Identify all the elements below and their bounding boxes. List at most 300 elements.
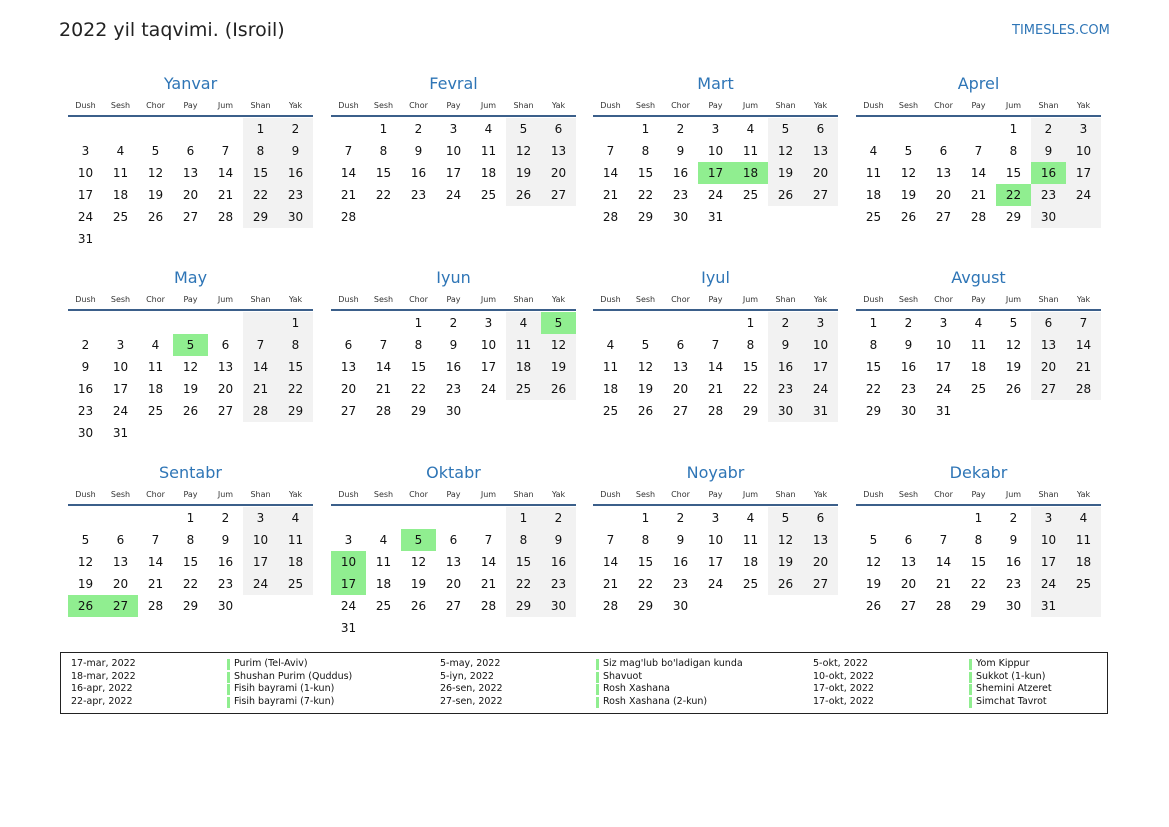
day-cell: 25	[1075, 577, 1092, 591]
legend-date: 27-sen, 2022	[440, 696, 503, 708]
day-cell: 24	[252, 577, 269, 591]
day-cell: 18	[480, 166, 497, 180]
day-cell: 4	[519, 316, 528, 330]
weekday-label: Jum	[1005, 101, 1022, 110]
day-cell: 9	[221, 533, 230, 547]
day-cell: 2	[904, 316, 913, 330]
day-cell: 11	[865, 166, 882, 180]
day-cell: 26	[777, 188, 794, 202]
day-cell: 6	[116, 533, 125, 547]
legend-marker	[227, 684, 230, 695]
weekday-label: Sesh	[635, 490, 656, 499]
day-cell: 12	[637, 360, 654, 374]
weekday-label: Shan	[775, 490, 796, 499]
day-cell: 7	[939, 533, 948, 547]
day-cell: 24	[1040, 577, 1057, 591]
header-rule	[856, 115, 1101, 117]
day-cell: 21	[340, 188, 357, 202]
weekday-label: Jum	[217, 295, 234, 304]
weekday-label: Yak	[551, 101, 566, 110]
day-cell: 10	[812, 338, 829, 352]
day-cell: 30	[550, 599, 567, 613]
day-cell: 29	[865, 404, 882, 418]
day-cell: 29	[515, 599, 532, 613]
day-cell: 19	[1005, 360, 1022, 374]
day-cell: 19	[865, 577, 882, 591]
weekday-label: Yak	[551, 295, 566, 304]
day-cell: 26	[865, 599, 882, 613]
day-cell: 17	[112, 382, 129, 396]
day-cell: 12	[77, 555, 94, 569]
day-cell: 16	[777, 360, 794, 374]
legend-marker	[969, 697, 972, 708]
legend-holiday-name: Siz mag'lub bo'ladigan kunda	[603, 658, 743, 669]
day-cell: 29	[1005, 210, 1022, 224]
day-cell: 13	[112, 555, 129, 569]
weekday-label: Yak	[1076, 101, 1091, 110]
day-cell: 6	[1044, 316, 1053, 330]
day-cell: 10	[77, 166, 94, 180]
weekday-label: Dush	[338, 295, 359, 304]
day-cell: 14	[217, 166, 234, 180]
day-cell: 13	[812, 144, 829, 158]
weekday-label: Dush	[338, 490, 359, 499]
day-cell: 2	[414, 122, 423, 136]
day-cell: 12	[777, 144, 794, 158]
day-cell: 7	[711, 338, 720, 352]
day-cell: 24	[112, 404, 129, 418]
day-cell: 20	[340, 382, 357, 396]
day-cell: 18	[865, 188, 882, 202]
day-cell: 23	[550, 577, 567, 591]
day-cell: 3	[1079, 122, 1088, 136]
day-cell: 6	[449, 533, 458, 547]
weekday-label: Yak	[813, 490, 828, 499]
day-cell: 1	[746, 316, 755, 330]
day-cell: 16	[410, 166, 427, 180]
day-cell: 17	[1040, 555, 1057, 569]
day-cell: 25	[602, 404, 619, 418]
day-cell: 1	[291, 316, 300, 330]
day-cell: 27	[1040, 382, 1057, 396]
header-rule	[331, 115, 576, 117]
weekday-label: Sesh	[110, 101, 131, 110]
header-rule	[68, 115, 313, 117]
day-cell: 25	[515, 382, 532, 396]
day-cell: 21	[375, 382, 392, 396]
day-cell: 13	[445, 555, 462, 569]
weekday-label: Shan	[775, 295, 796, 304]
legend-marker	[227, 697, 230, 708]
day-cell: 31	[77, 232, 94, 246]
weekday-label: Shan	[1038, 490, 1059, 499]
day-cell: 18	[742, 555, 759, 569]
day-cell: 15	[637, 555, 654, 569]
day-cell: 15	[182, 555, 199, 569]
day-cell: 8	[1009, 144, 1018, 158]
day-cell: 27	[935, 210, 952, 224]
day-cell: 17	[935, 360, 952, 374]
day-cell: 3	[939, 316, 948, 330]
day-cell: 17	[480, 360, 497, 374]
day-cell: 24	[445, 188, 462, 202]
weekday-label: Yak	[1076, 490, 1091, 499]
day-cell: 11	[480, 144, 497, 158]
weekday-label: Pay	[971, 490, 986, 499]
weekday-label: Sesh	[898, 295, 919, 304]
weekday-label: Pay	[183, 295, 198, 304]
weekday-label: Chor	[409, 101, 428, 110]
day-cell: 3	[816, 316, 825, 330]
day-cell: 22	[515, 577, 532, 591]
day-cell: 18	[375, 577, 392, 591]
day-cell: 25	[147, 404, 164, 418]
day-cell: 2	[1044, 122, 1053, 136]
day-cell: 2	[81, 338, 90, 352]
day-cell: 19	[410, 577, 427, 591]
day-cell: 10	[112, 360, 129, 374]
weekday-label: Dush	[338, 101, 359, 110]
day-cell: 6	[816, 122, 825, 136]
day-cell: 10	[1075, 144, 1092, 158]
month-title: Sentabr	[159, 463, 222, 482]
day-cell: 16	[217, 555, 234, 569]
header-rule	[856, 309, 1101, 311]
day-cell: 29	[970, 599, 987, 613]
day-cell: 1	[1009, 122, 1018, 136]
legend-holiday-name: Shemini Atzeret	[976, 683, 1052, 695]
day-cell: 4	[869, 144, 878, 158]
day-cell: 24	[1075, 188, 1092, 202]
day-cell: 2	[291, 122, 300, 136]
month-title: Avgust	[951, 268, 1006, 287]
day-cell: 30	[287, 210, 304, 224]
day-cell: 28	[935, 599, 952, 613]
day-cell: 7	[379, 338, 388, 352]
weekday-label: Yak	[288, 295, 303, 304]
day-cell: 13	[900, 555, 917, 569]
day-cell: 2	[676, 122, 685, 136]
day-cell: 22	[742, 382, 759, 396]
weekday-label: Yak	[288, 101, 303, 110]
day-cell: 5	[81, 533, 90, 547]
site-link[interactable]: TIMESLES.COM	[1012, 23, 1110, 38]
weekday-label: Chor	[671, 295, 690, 304]
weekday-label: Yak	[813, 101, 828, 110]
day-cell: 20	[112, 577, 129, 591]
day-cell: 20	[550, 166, 567, 180]
day-cell: 22	[637, 188, 654, 202]
weekday-label: Yak	[288, 490, 303, 499]
day-cell: 26	[550, 382, 567, 396]
month-noyabr	[593, 463, 838, 643]
weekday-label: Pay	[446, 101, 461, 110]
day-cell: 4	[291, 511, 300, 525]
legend-date: 10-okt, 2022	[813, 670, 874, 682]
day-cell: 6	[554, 122, 563, 136]
day-cell: 19	[777, 166, 794, 180]
day-cell: 14	[970, 166, 987, 180]
header-rule	[68, 504, 313, 506]
day-cell: 25	[480, 188, 497, 202]
day-cell: 14	[375, 360, 392, 374]
day-cell: 12	[865, 555, 882, 569]
header-rule	[593, 115, 838, 117]
day-cell: 30	[217, 599, 234, 613]
day-cell: 15	[410, 360, 427, 374]
day-cell: 13	[182, 166, 199, 180]
day-cell: 3	[81, 144, 90, 158]
weekday-label: Pay	[708, 295, 723, 304]
day-cell: 30	[672, 599, 689, 613]
day-cell: 8	[291, 338, 300, 352]
weekday-label: Jum	[1005, 295, 1022, 304]
day-cell: 15	[742, 360, 759, 374]
day-cell: 24	[480, 382, 497, 396]
day-cell: 4	[484, 122, 493, 136]
day-cell: 31	[340, 621, 357, 635]
day-cell: 2	[1009, 511, 1018, 525]
day-cell: 16	[550, 555, 567, 569]
day-cell: 29	[252, 210, 269, 224]
day-cell: 6	[186, 144, 195, 158]
legend-marker	[227, 672, 230, 683]
day-cell: 17	[445, 166, 462, 180]
day-cell: 28	[707, 404, 724, 418]
day-cell: 28	[970, 210, 987, 224]
day-cell: 24	[77, 210, 94, 224]
day-cell: 13	[340, 360, 357, 374]
day-cell: 24	[707, 577, 724, 591]
holiday-cell: 16	[1031, 162, 1066, 184]
day-cell: 26	[777, 577, 794, 591]
day-cell: 10	[252, 533, 269, 547]
day-cell: 29	[287, 404, 304, 418]
day-cell: 17	[812, 360, 829, 374]
legend-holiday-name: Yom Kippur	[976, 658, 1030, 669]
weekday-label: Yak	[813, 295, 828, 304]
weekday-label: Shan	[250, 295, 271, 304]
legend-holiday-name: Purim (Tel-Aviv)	[234, 658, 308, 669]
day-cell: 20	[182, 188, 199, 202]
day-cell: 5	[641, 338, 650, 352]
month-title: Noyabr	[686, 463, 745, 482]
day-cell: 28	[217, 210, 234, 224]
day-cell: 29	[637, 599, 654, 613]
day-cell: 1	[186, 511, 195, 525]
weekday-label: Sesh	[898, 101, 919, 110]
day-cell: 28	[147, 599, 164, 613]
day-cell: 10	[935, 338, 952, 352]
weekday-label: Chor	[409, 490, 428, 499]
day-cell: 21	[935, 577, 952, 591]
day-cell: 1	[641, 122, 650, 136]
holiday-cell: 17	[331, 573, 366, 595]
day-cell: 10	[707, 144, 724, 158]
holiday-cell: 5	[541, 312, 576, 334]
holiday-cell: 5	[401, 529, 436, 551]
weekday-label: Shan	[513, 490, 534, 499]
day-cell: 12	[410, 555, 427, 569]
legend-date: 16-apr, 2022	[71, 683, 133, 695]
day-cell: 25	[970, 382, 987, 396]
day-cell: 23	[1005, 577, 1022, 591]
day-cell: 27	[340, 404, 357, 418]
day-cell: 12	[900, 166, 917, 180]
day-cell: 28	[480, 599, 497, 613]
day-cell: 5	[1009, 316, 1018, 330]
day-cell: 5	[781, 122, 790, 136]
day-cell: 26	[182, 404, 199, 418]
day-cell: 3	[116, 338, 125, 352]
weekday-label: Sesh	[373, 295, 394, 304]
day-cell: 4	[746, 122, 755, 136]
day-cell: 10	[1040, 533, 1057, 547]
day-cell: 3	[256, 511, 265, 525]
day-cell: 1	[256, 122, 265, 136]
day-cell: 10	[707, 533, 724, 547]
legend-date: 17-mar, 2022	[71, 658, 136, 669]
legend-marker	[596, 697, 599, 708]
weekday-label: Sesh	[898, 490, 919, 499]
header-rule	[331, 504, 576, 506]
day-cell: 17	[1075, 166, 1092, 180]
day-cell: 1	[641, 511, 650, 525]
weekday-label: Shan	[513, 295, 534, 304]
day-cell: 2	[781, 316, 790, 330]
legend-marker	[969, 684, 972, 695]
day-cell: 27	[812, 188, 829, 202]
weekday-label: Pay	[708, 490, 723, 499]
holiday-cell: 27	[103, 595, 138, 617]
day-cell: 18	[112, 188, 129, 202]
day-cell: 19	[777, 555, 794, 569]
legend-date: 18-mar, 2022	[71, 670, 136, 682]
holiday-legend	[60, 652, 1108, 714]
day-cell: 29	[637, 210, 654, 224]
weekday-label: Sesh	[373, 101, 394, 110]
day-cell: 25	[287, 577, 304, 591]
weekday-label: Chor	[146, 101, 165, 110]
weekday-label: Jum	[480, 490, 497, 499]
month-mart	[593, 74, 838, 254]
day-cell: 27	[672, 404, 689, 418]
legend-date: 26-sen, 2022	[440, 683, 503, 695]
day-cell: 23	[287, 188, 304, 202]
day-cell: 23	[217, 577, 234, 591]
day-cell: 24	[812, 382, 829, 396]
day-cell: 8	[256, 144, 265, 158]
weekday-label: Jum	[217, 101, 234, 110]
day-cell: 15	[252, 166, 269, 180]
legend-marker	[227, 659, 230, 670]
day-cell: 4	[606, 338, 615, 352]
day-cell: 30	[672, 210, 689, 224]
weekday-label: Sesh	[635, 295, 656, 304]
day-cell: 20	[812, 166, 829, 180]
day-cell: 21	[480, 577, 497, 591]
weekday-label: Dush	[863, 490, 884, 499]
day-cell: 22	[375, 188, 392, 202]
weekday-label: Sesh	[635, 101, 656, 110]
day-cell: 31	[935, 404, 952, 418]
day-cell: 1	[519, 511, 528, 525]
day-cell: 29	[182, 599, 199, 613]
day-cell: 7	[151, 533, 160, 547]
legend-date: 17-okt, 2022	[813, 696, 874, 708]
month-title: Aprel	[957, 74, 1000, 93]
day-cell: 27	[182, 210, 199, 224]
day-cell: 25	[742, 188, 759, 202]
day-cell: 7	[606, 144, 615, 158]
weekday-label: Jum	[480, 101, 497, 110]
legend-date: 5-may, 2022	[440, 658, 501, 669]
day-cell: 18	[287, 555, 304, 569]
day-cell: 8	[414, 338, 423, 352]
day-cell: 3	[711, 122, 720, 136]
day-cell: 4	[974, 316, 983, 330]
day-cell: 12	[777, 533, 794, 547]
day-cell: 4	[746, 511, 755, 525]
day-cell: 18	[970, 360, 987, 374]
weekday-label: Dush	[600, 101, 621, 110]
day-cell: 16	[672, 555, 689, 569]
day-cell: 9	[676, 533, 685, 547]
weekday-label: Shan	[1038, 101, 1059, 110]
legend-holiday-name: Rosh Xashana	[603, 683, 670, 695]
day-cell: 4	[151, 338, 160, 352]
day-cell: 24	[707, 188, 724, 202]
day-cell: 15	[515, 555, 532, 569]
weekday-label: Pay	[183, 490, 198, 499]
day-cell: 21	[707, 382, 724, 396]
month-title: Iyun	[436, 268, 471, 287]
legend-holiday-name: Shavuot	[603, 670, 643, 682]
day-cell: 22	[182, 577, 199, 591]
header-rule	[68, 309, 313, 311]
day-cell: 17	[252, 555, 269, 569]
day-cell: 6	[221, 338, 230, 352]
day-cell: 11	[287, 533, 304, 547]
day-cell: 21	[602, 188, 619, 202]
weekday-label: Pay	[708, 101, 723, 110]
day-cell: 14	[252, 360, 269, 374]
month-title: Mart	[697, 74, 734, 93]
month-title: Iyul	[701, 268, 730, 287]
day-cell: 22	[287, 382, 304, 396]
day-cell: 14	[707, 360, 724, 374]
day-cell: 23	[410, 188, 427, 202]
month-iyul	[593, 268, 838, 448]
day-cell: 7	[256, 338, 265, 352]
day-cell: 9	[904, 338, 913, 352]
day-cell: 9	[81, 360, 90, 374]
day-cell: 11	[742, 144, 759, 158]
legend-marker	[596, 684, 599, 695]
day-cell: 9	[676, 144, 685, 158]
day-cell: 15	[375, 166, 392, 180]
month-title: Oktabr	[426, 463, 481, 482]
day-cell: 15	[865, 360, 882, 374]
day-cell: 28	[340, 210, 357, 224]
day-cell: 27	[550, 188, 567, 202]
day-cell: 21	[970, 188, 987, 202]
day-cell: 26	[147, 210, 164, 224]
day-cell: 8	[641, 144, 650, 158]
day-cell: 20	[1040, 360, 1057, 374]
day-cell: 26	[1005, 382, 1022, 396]
day-cell: 11	[602, 360, 619, 374]
